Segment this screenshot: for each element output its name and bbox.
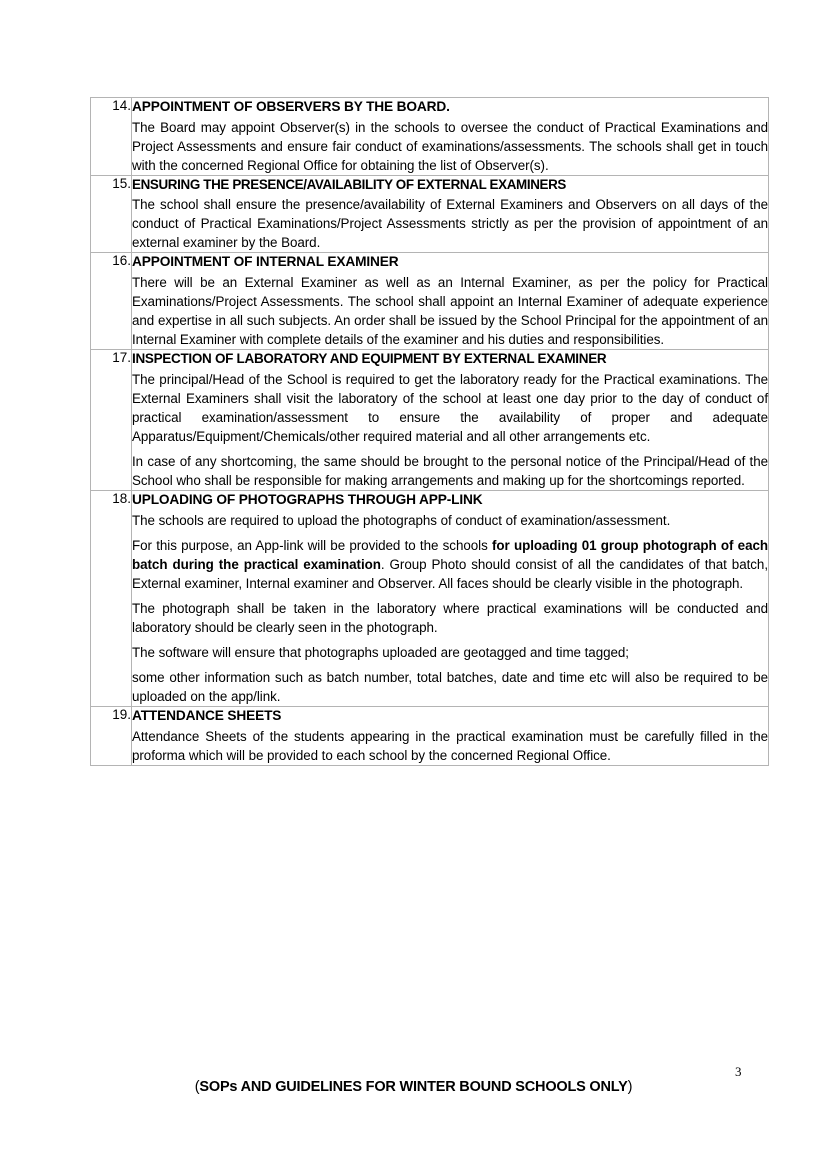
footer-title (195, 1079, 632, 1095)
section-paragraph-17-2: In case of any shortcoming, the same should be brought to the personal notice of the Principal/Head of the School who shall be responsible for making arrangements and making up for the shortcomings reported. (132, 454, 768, 489)
guidelines-table (90, 97, 769, 766)
section-heading-18: UPLOADING OF PHOTOGRAPHS THROUGH APP-LINK (132, 492, 483, 508)
footer-open-paren: ( (194, 1079, 200, 1095)
section-heading-16: APPOINTMENT OF INTERNAL EXAMINER (132, 254, 399, 270)
footer-main-text: SOPs AND GUIDELINES FOR WINTER BOUND SCHOOLS ONLY (199, 1079, 628, 1095)
row-number-16: 16. (91, 253, 132, 350)
row-content-16 (132, 253, 769, 350)
section-paragraph-18-4: The software will ensure that photographs uploaded are geotagged and time tagged; (132, 645, 629, 661)
table-row (91, 707, 769, 766)
table-row (91, 253, 769, 350)
page-footer (0, 1078, 827, 1096)
section-paragraph-18-2 (132, 536, 768, 593)
row-content-14 (132, 98, 769, 176)
section-paragraph-14-1: The Board may appoint Observer(s) in the schools to oversee the conduct of Practical Examinations and Project Assessments and ensure fair conduct of examinations/assessments. The schools shall get in touch with the concerned Regional Office for obtaining the list of Observer(s). (132, 119, 768, 173)
table-row (91, 98, 769, 176)
row-content-15 (132, 175, 769, 253)
page-number: 3 (735, 1064, 742, 1079)
section-paragraph-17-1: The principal/Head of the School is required to get the laboratory ready for the Practical examinations. The External Examiners shall visit the laboratory of the school at least one day prior to the day of conduct of practical examination/assessment to ensure the availability of proper and adequate Apparatus/Equipment/Chemicals/other required material and all other arrangements etc. (132, 371, 768, 444)
section-paragraph-18-3: The photograph shall be taken in the laboratory where practical examinations will be conducted and laboratory should be clearly seen in the photograph. (132, 601, 768, 636)
row-number-18: 18. (91, 491, 132, 707)
section-paragraph-18-1: The schools are required to upload the photographs of conduct of examination/assessment. (132, 512, 671, 528)
row-number-15: 15. (91, 175, 132, 253)
row-number-17: 17. (91, 350, 132, 491)
row-content-18 (132, 491, 769, 707)
row-content-17 (132, 350, 769, 491)
section-heading-15: ENSURING THE PRESENCE/AVAILABILITY OF EXTERNAL EXAMINERS (132, 176, 566, 192)
row-content-19 (132, 707, 769, 766)
table-row (91, 491, 769, 707)
table-row (91, 175, 769, 253)
table-row (91, 350, 769, 491)
section-paragraph-16-1: There will be an External Examiner as well as an Internal Examiner, as per the policy for Practical Examinations/Project Assessments. The school shall appoint an Internal Examiner of adequate experience and expertise in all such subjects. An order shall be issued by the School Principal for the appointment of an Internal Examiner with complete details of the examiner and his duties and responsibilities. (132, 275, 768, 348)
row-number-14: 14. (91, 98, 132, 176)
section-paragraph-19-1: Attendance Sheets of the students appearing in the practical examination must be carefully filled in the proforma which will be provided to each school by the concerned Regional Office. (132, 729, 768, 764)
section-heading-17: INSPECTION OF LABORATORY AND EQUIPMENT BY EXTERNAL EXAMINER (132, 351, 607, 367)
footer-close-paren: ) (627, 1079, 633, 1095)
section-heading-14: APPOINTMENT OF OBSERVERS BY THE BOARD. (132, 99, 450, 114)
row-number-19: 19. (91, 707, 132, 766)
section-paragraph-18-5: some other information such as batch number, total batches, date and time etc will also be required to be uploaded on the app/link. (132, 670, 768, 705)
section-paragraph-15-1: The school shall ensure the presence/availability of External Examiners and Observers on all days of the conduct of Practical Examinations/Project Assessments strictly as per the provision of appointment of an external examiner by the Board. (132, 197, 768, 251)
paragraph-bold-text: for uploading 01 group photograph of each batch during the practical examination (132, 537, 768, 572)
section-heading-19: ATTENDANCE SHEETS (132, 708, 282, 724)
paragraph-tail-text: . Group Photo should consist of all the candidates of that batch, External examiner, Internal examiner and Observer. All faces should be clearly visible in the photograph. (132, 556, 768, 591)
paragraph-lead-text: For this purpose, an App-link will be provided to the schools (132, 537, 492, 553)
